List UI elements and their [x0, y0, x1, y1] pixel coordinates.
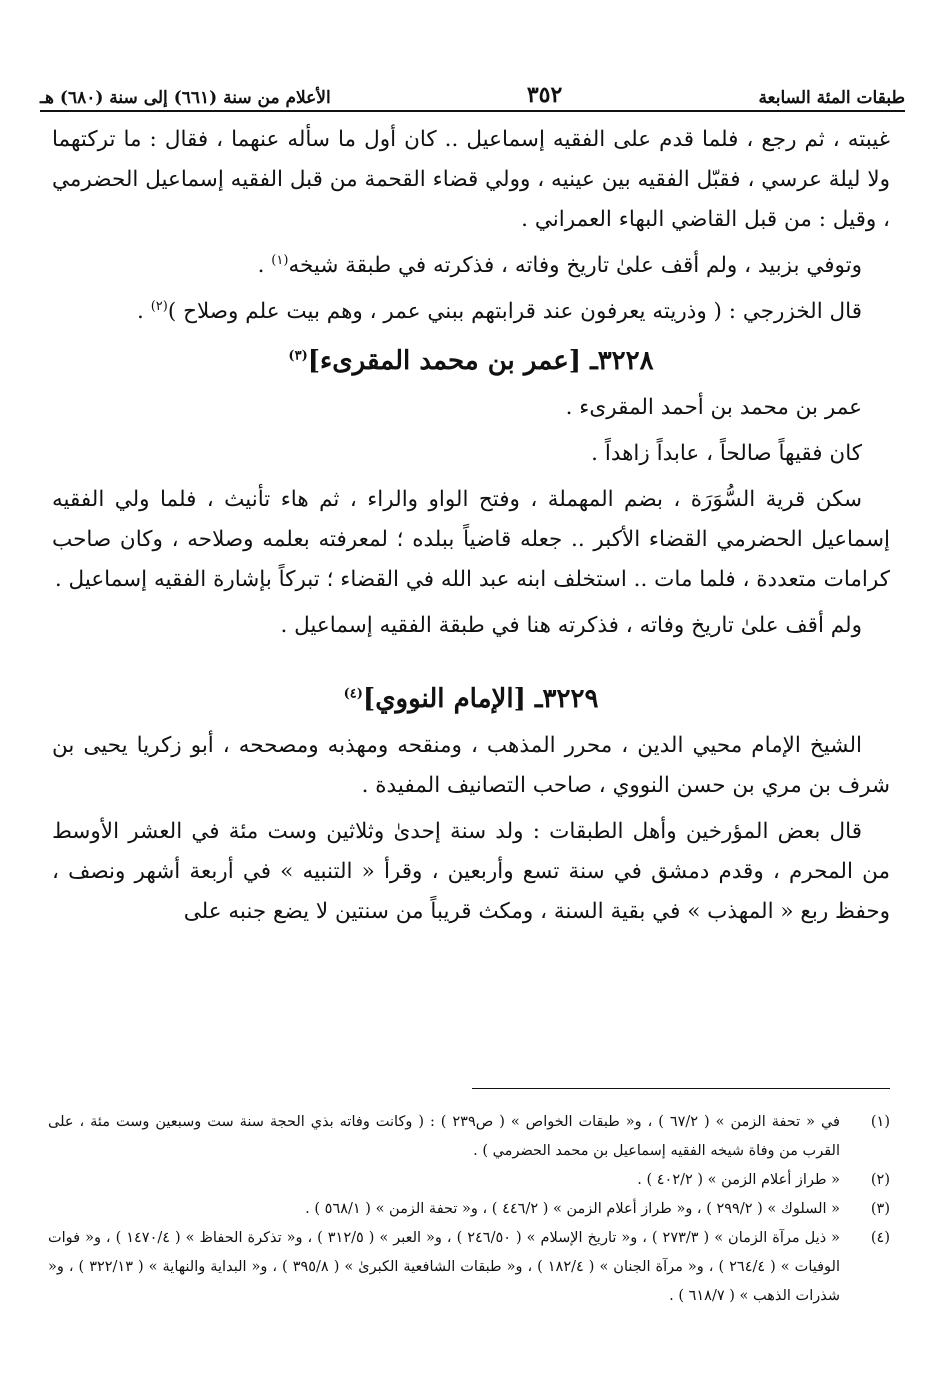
footnote-text: « ذيل مرآة الزمان » ( ٢٧٣/٣ ) ، و« تاريخ الإسلام » ( ٢٤٦/٥٠ ) ، و« العبر » ( ٣١٢/٥ ) ، و« تذكرة الحفاظ » ( ١٤٧٠/٤ ) ، و« فوات الوفيات » ( ٢٦٤/٤ ) ، و« مرآة الجنان » ( ١٨٢/٤ ) ، و« طبقات الشافعية الكبرىٰ » ( ٣٩٥/٨ ) ، و« البداية والنهاية » ( ٣٢٢/١٣ ) ، و« شذرات الذهب » ( ٦١٨/٧ ) .: [48, 1230, 840, 1304]
footnote-ref-4: (٤): [343, 686, 363, 702]
paragraph-1: غيبته ، ثم رجع ، فلما قدم على الفقيه إسماعيل .. كان أول ما سأله عنهما ، فقال : ما تركتهما ولا ليلة عرسي ، فقبّل الفقيه بين عينيه ، وولي قضاء القحمة من قبل الفقيه إسماعيل الحضرمي ، وقيل : من قبل القاضي البهاء العمراني .: [52, 127, 890, 232]
running-header: [40, 68, 905, 108]
footnote-number: (١): [870, 1114, 890, 1130]
footnote-separator: [472, 1088, 890, 1089]
footnote-text: « طراز أعلام الزمن » ( ٤٠٢/٢ ) .: [637, 1172, 840, 1188]
paragraph-3-end: .: [137, 299, 151, 324]
footnote-number: (٢): [870, 1172, 890, 1188]
paragraph-2-text: وتوفي بزبيد ، ولم أقف علىٰ تاريخ وفاته ، فذكرته في طبقة شيخه: [288, 253, 862, 278]
paragraph-6: سكن قرية السُّوَرَة ، بضم المهملة ، وفتح الواو والراء ، ثم هاء تأنيث ، فلما ولي الفقيه إسماعيل الحضرمي القضاء الأكبر .. جعله قاضياً ببلده ؛ لمعرفته بعلمه وصلاحه ، وكان صاحب كرامات متعددة ، فلما مات .. استخلف ابنه عبد الله في القضاء ؛ تبركاً بإشارة الفقيه إسماعيل .: [52, 487, 890, 592]
paragraph-2: [52, 246, 890, 286]
footnote-3: [48, 1195, 890, 1224]
footnote-ref-3: (٣): [288, 348, 308, 364]
paragraph-8: الشيخ الإمام محيي الدين ، محرر المذهب ، ومنقحه ومهذبه ومصححه ، أبو زكريا يحيى بن شرف بن مري بن حسن النووي ، صاحب التصانيف المفيدة .: [52, 733, 890, 798]
header-section-title: طبقات المئة السابعة: [758, 88, 905, 108]
entry-heading-3229: [52, 676, 890, 722]
paragraph-5: كان فقيهاً صالحاً ، عابداً زاهداً .: [591, 441, 862, 466]
paragraph-4: عمر بن محمد بن أحمد المقرىء .: [565, 395, 862, 420]
page-number: ٣٥٢: [526, 82, 563, 108]
footnote-4: [48, 1224, 890, 1311]
footnote-number: (٤): [870, 1230, 890, 1246]
entry-heading-3229-text: ٣٢٢٩ـ [الإمام النووي]: [362, 684, 599, 714]
footnote-number: (٣): [870, 1201, 890, 1217]
paragraph-7: ولم أقف علىٰ تاريخ وفاته ، فذكرته هنا في طبقة الفقيه إسماعيل .: [280, 613, 862, 638]
main-text: [52, 120, 890, 932]
paragraph-2-end: .: [257, 253, 272, 278]
footnote-2: [48, 1166, 890, 1195]
header-rule: [40, 110, 905, 112]
footnote-text: « السلوك » ( ٢٩٩/٢ ) ، و« طراز أعلام الزمن » ( ٤٤٦/٢ ) ، و« تحفة الزمن » ( ٥٦٨/١ ) .: [305, 1201, 840, 1217]
entry-heading-3228-text: ٣٢٢٨ـ [عمر بن محمد المقرىء]: [307, 346, 654, 376]
paragraph-9: قال بعض المؤرخين وأهل الطبقات : ولد سنة إحدىٰ وثلاثين وست مئة في العشر الأوسط من المحرم ، وقدم دمشق في سنة تسع وأربعين ، وقرأ « التنبيه » في أربعة أشهر ونصف ، وحفظ ربع « المهذب » في بقية السنة ، ومكث قريباً من سنتين لا يضع جنبه على: [52, 819, 890, 924]
entry-heading-3228: [52, 338, 890, 384]
footnote-text: في « تحفة الزمن » ( ٦٧/٢ ) ، و« طبقات الخواص » ( ص٢٣٩ ) : ( وكانت وفاته بذي الحجة سنة ست وسبعين وست مئة ، على القرب من وفاة شيخه الفقيه إسماعيل بن محمد الحضرمي ) .: [48, 1114, 840, 1159]
paragraph-3-text: قال الخزرجي : ( وذريته يعرفون عند قرابتهم ببني عمر ، وهم بيت علم وصلاح ): [167, 299, 862, 324]
footnote-ref-2: (٢): [150, 298, 168, 314]
header-volume-range: الأعلام من سنة (٦٦١) إلى سنة (٦٨٠) هـ: [40, 88, 331, 108]
footnotes: [48, 1108, 890, 1311]
paragraph-3: [52, 292, 890, 332]
footnote-ref-1: (١): [271, 252, 289, 268]
footnote-1: [48, 1108, 890, 1166]
